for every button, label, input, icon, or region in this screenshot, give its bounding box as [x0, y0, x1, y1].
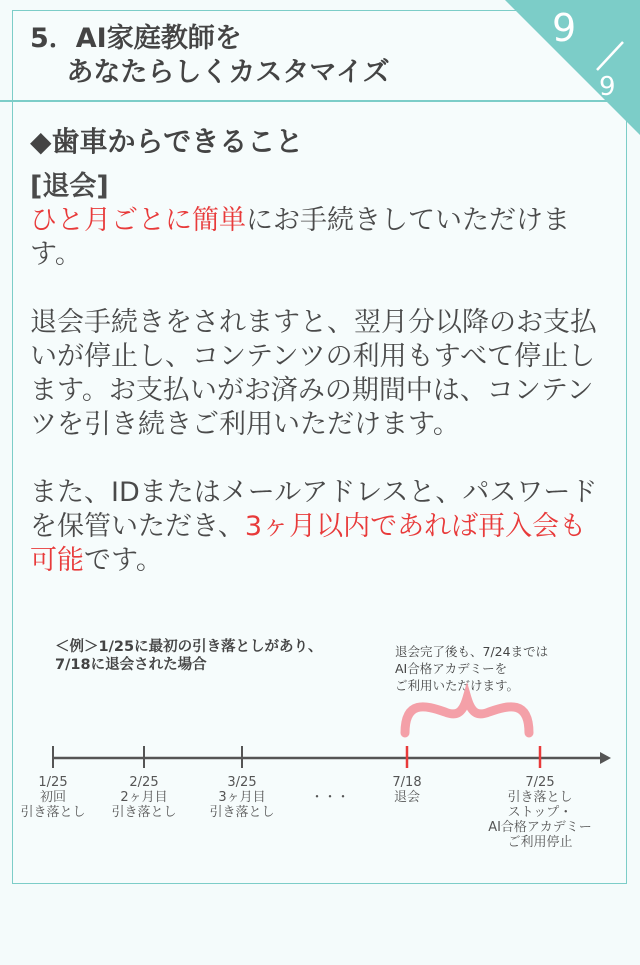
- section-heading: ◆歯車からできること: [30, 125, 304, 158]
- timeline-date: 7/18: [392, 775, 422, 790]
- timeline-desc: ストップ・: [507, 805, 573, 820]
- timeline-label-withdraw: [392, 775, 421, 805]
- note-line2: AI合格アカデミーを: [395, 661, 508, 676]
- timeline-label-2: [111, 775, 176, 820]
- timeline-desc: 2ヶ月目: [120, 790, 168, 805]
- timeline-desc: 引き落とし: [209, 805, 275, 820]
- note-line1: 退会完了後も、7/24までは: [395, 644, 549, 659]
- paragraph-3-highlight: 3ヶ月以内であれば再入会も可能: [30, 511, 587, 576]
- paragraph-3-text-end: です。: [84, 545, 163, 576]
- page-number-total: 9: [599, 72, 616, 102]
- timeline-date: 3/25: [227, 775, 257, 790]
- page-title-line2: あなたらしくカスタマイズ: [30, 57, 390, 88]
- timeline-label-3: [209, 775, 274, 820]
- timeline-desc: 初回: [39, 790, 67, 805]
- timeline-date: 2/25: [129, 775, 159, 790]
- timeline-date: 1/25: [38, 775, 68, 790]
- timeline-desc: ご利用停止: [507, 835, 573, 850]
- timeline-ellipsis: [310, 790, 349, 805]
- timeline-desc: 退会: [393, 790, 421, 805]
- timeline-date: ・・・: [310, 790, 350, 805]
- paragraph-2: 退会手続きをされますと、翌月分以降のお支払いが停止し、コンテンツの利用もすべて停止します。お支払いがお済みの期間中は、コンテンツを引き続きご利用いただけます。: [30, 307, 597, 440]
- timeline-desc: AI合格アカデミー: [488, 820, 592, 835]
- page-title-line1: 5．AI家庭教師を: [30, 23, 242, 54]
- paragraph-3-text-start: また、IDまたはメールアドレスと、パスワードを保管いただき、: [30, 477, 598, 542]
- timeline-label-stop: [488, 775, 592, 850]
- timeline-label-1: [20, 775, 85, 820]
- paragraph-1-highlight: ひと月ごとに簡単: [30, 205, 246, 236]
- grace-period-brace: [405, 698, 529, 733]
- timeline-desc: 3ヶ月目: [218, 790, 266, 805]
- timeline-desc: 引き落とし: [507, 790, 573, 805]
- timeline-date: 7/25: [525, 775, 555, 790]
- paragraph-1-text: にお手続きしていただけます。: [30, 205, 570, 270]
- example-line2: 7/18に退会された場合: [55, 657, 207, 673]
- note-line3: ご利用いただけます。: [395, 678, 520, 693]
- withdraw-label: [退会]: [30, 171, 109, 202]
- example-line1: ＜例＞1/25に最初の引き落としがあり、: [55, 639, 323, 655]
- page-number-current: 9: [552, 6, 577, 50]
- timeline-desc: 引き落とし: [20, 805, 86, 820]
- timeline-desc: 引き落とし: [111, 805, 177, 820]
- timeline-arrow-icon: [600, 752, 611, 764]
